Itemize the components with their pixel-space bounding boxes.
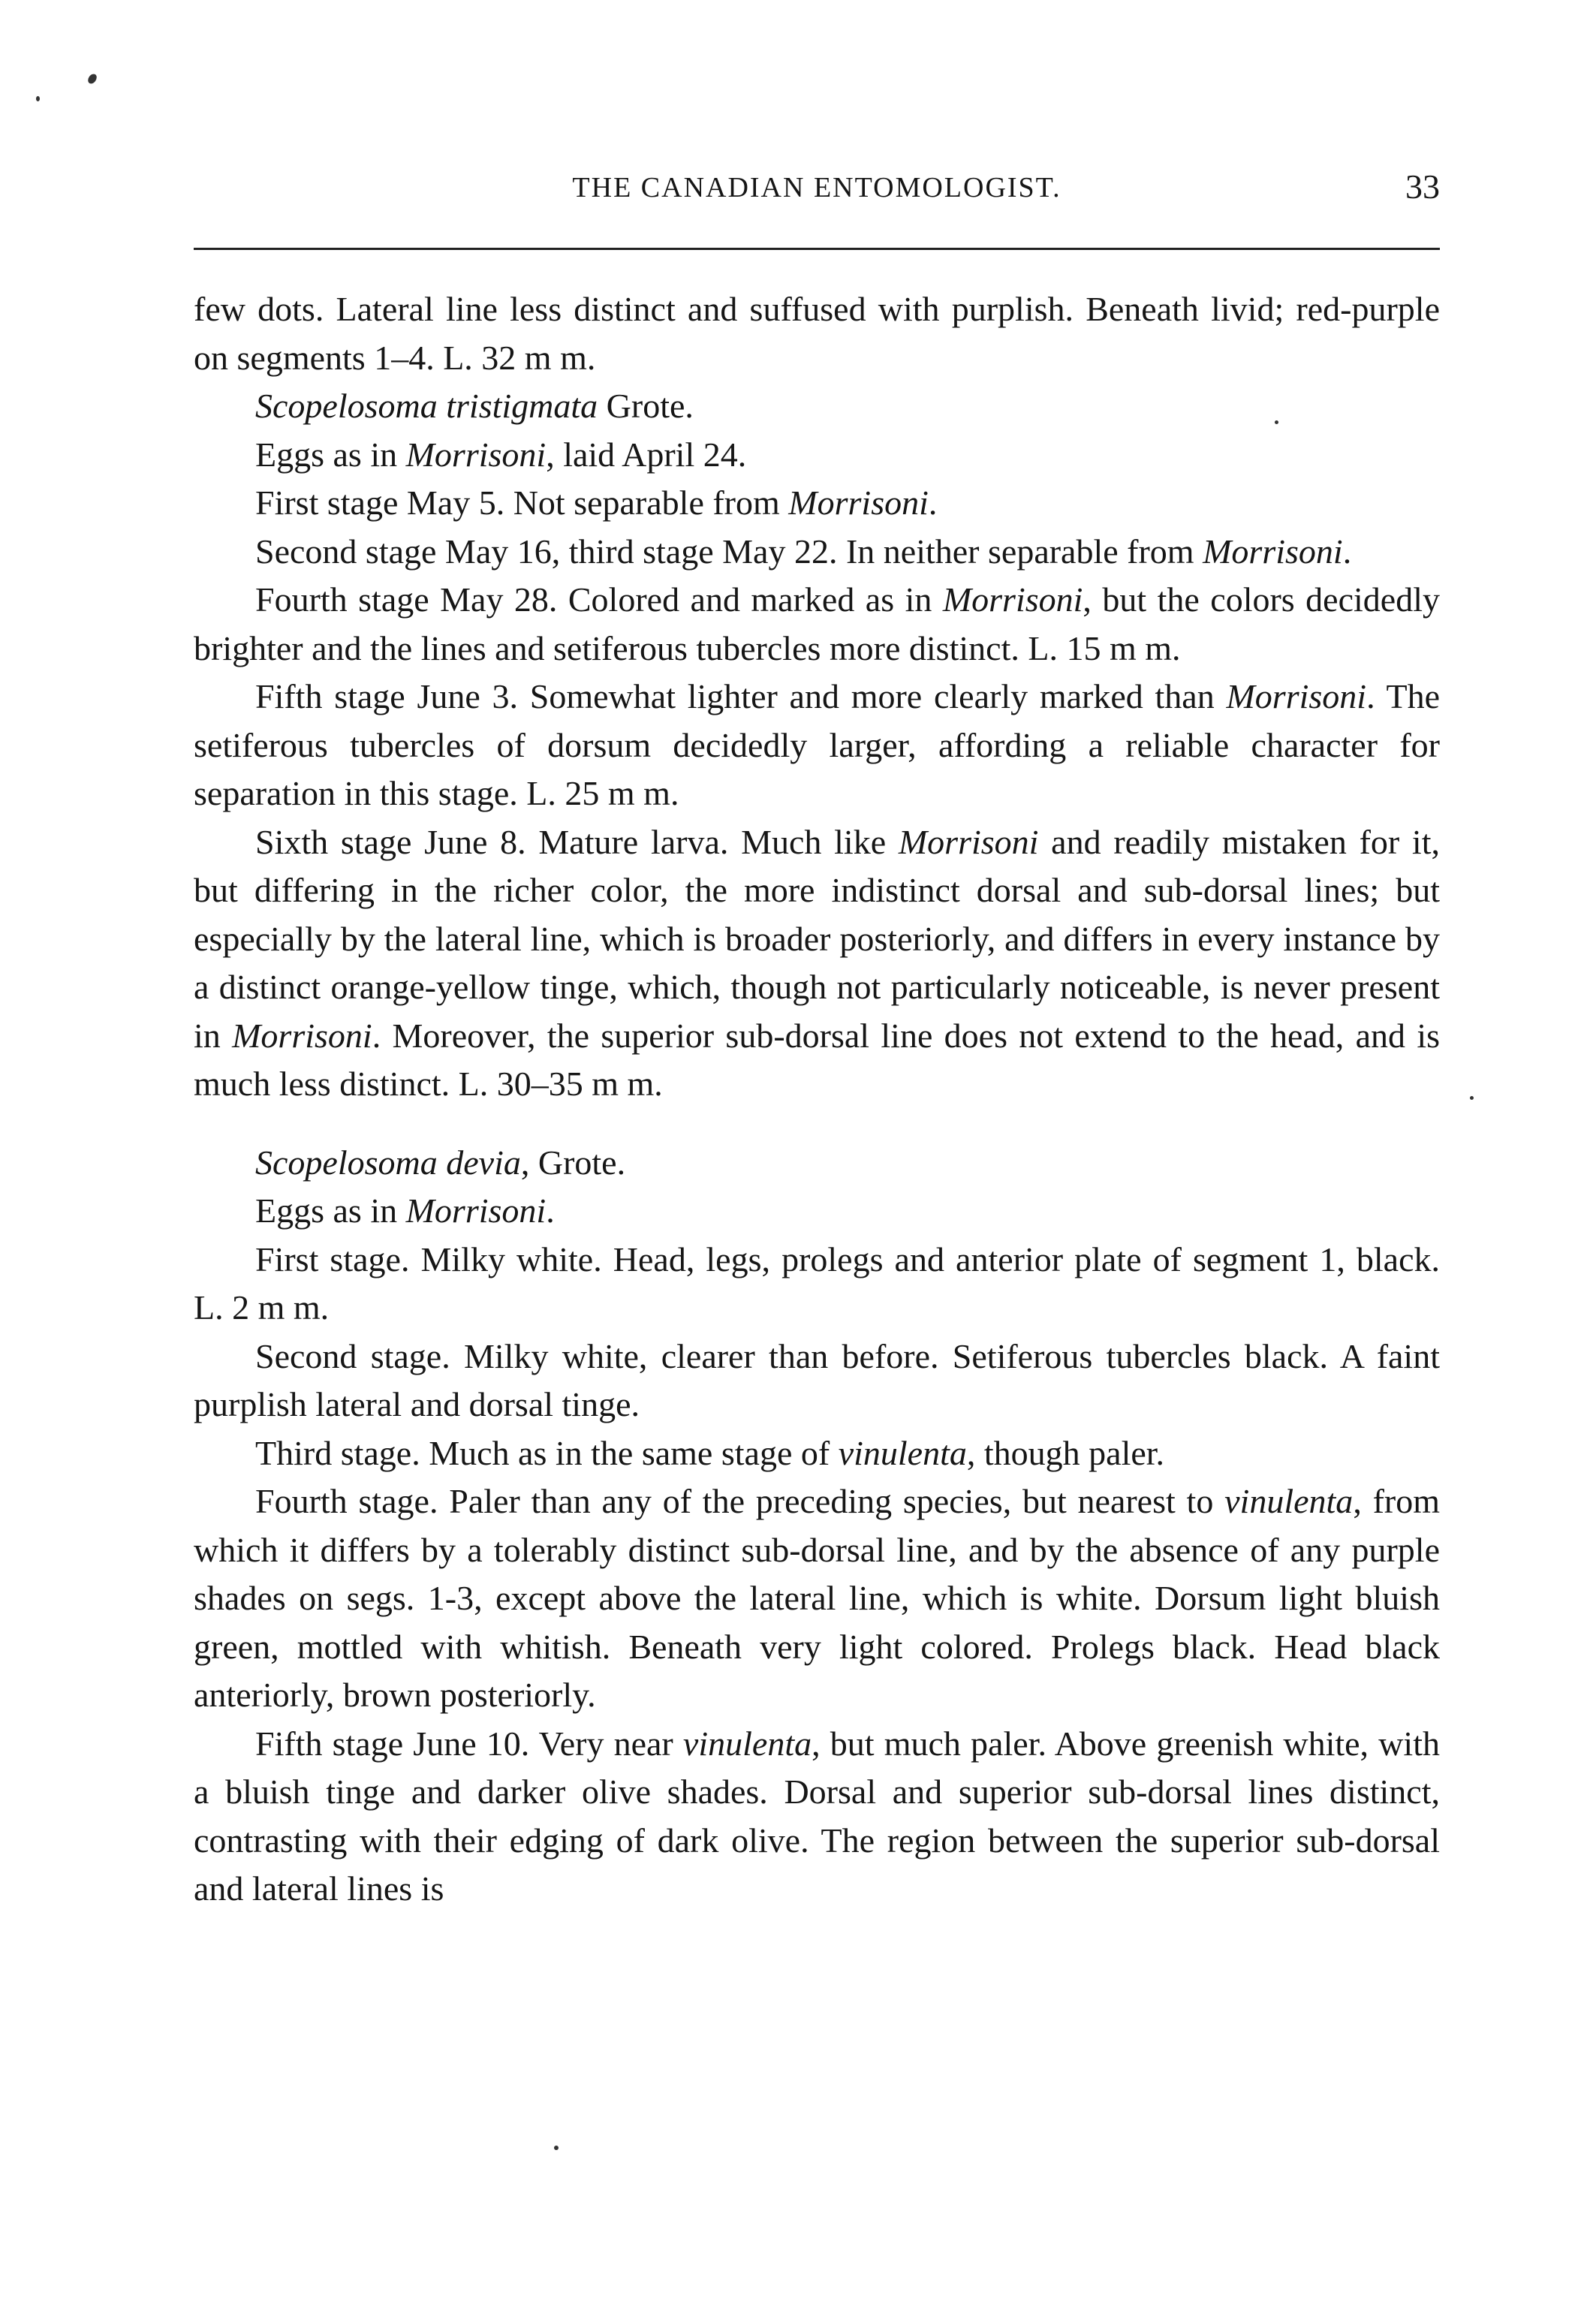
running-header [194, 167, 1440, 224]
running-title: THE CANADIAN ENTOMOLOGIST. [572, 172, 1061, 203]
page-body [194, 285, 1440, 1914]
species-heading-tristigmata: Scopelosoma tristigmata Grote. [255, 387, 694, 425]
header-rule [194, 248, 1440, 250]
page-number: 33 [1405, 167, 1440, 206]
scan-speck [36, 96, 40, 101]
paragraph-devia-fifth-stage: Fifth stage June 10. Very near vinulenta, but much paler. Above greenish white, with a bluish tinge and darker olive shades. Dorsal and superior sub-dorsal lines distinct, contrasting with their edging of dark olive. The region between the superior sub-dorsal and lateral lines is [194, 1724, 1440, 1908]
paragraph-first-stage: First stage May 5. Not separable from Morrisoni. [255, 483, 938, 522]
scan-speck [554, 2146, 559, 2150]
scan-speck [1470, 1096, 1474, 1100]
paragraph-devia-fourth-stage: Fourth stage. Paler than any of the preceding species, but nearest to vinulenta, from which it differs by a tolerably distinct sub-dorsal line, and by the absence of any purple shades on segs. 1-3, except above the lateral line, which is white. Dorsum light bluish green, mottled with whitish. Beneath very light colored. Prolegs black. Head black anteriorly, brown posteriorly. [194, 1482, 1441, 1714]
paragraph-continuation: few dots. Lateral line less distinct and suffused with purplish. Beneath livid; red-purple on segments 1–4. L. 32 m m. [194, 290, 1440, 377]
scan-speck [86, 72, 98, 85]
paragraph-eggs: Eggs as in Morrisoni, laid April 24. [255, 435, 747, 474]
scan-speck [1275, 420, 1278, 424]
paragraph-devia-first-stage: First stage. Milky white. Head, legs, prolegs and anterior plate of segment 1, black. L. 2 m m. [194, 1239, 1440, 1327]
paragraph-devia-third-stage: Third stage. Much as in the same stage of vinulenta, though paler. [255, 1433, 1165, 1472]
paragraph-fourth-stage: Fourth stage May 28. Colored and marked as in Morrisoni, but the colors decidedly brighter and the lines and setiferous tubercles more distinct. L. 15 m m. [194, 580, 1440, 667]
paragraph-sixth-stage: Sixth stage June 8. Mature larva. Much like Morrisoni and readily mistaken for it, but differing in the richer color, the more indistinct dorsal and sub-dorsal lines; but especially by the lateral line, which is broader posteriorly, and differs in every instance by a distinct orange-yellow tinge, which, though not particularly noticeable, is never present in Morrisoni. Moreover, the superior sub-dorsal line does not extend to the head, and is much less distinct. L. 30–35 m m. [194, 822, 1441, 1103]
species-heading-devia: Scopelosoma devia, Grote. [255, 1143, 626, 1182]
paragraph-devia-eggs: Eggs as in Morrisoni. [255, 1191, 555, 1230]
paragraph-second-stage: Second stage May 16, third stage May 22. In neither separable from Morrisoni. [255, 532, 1352, 571]
paragraph-fifth-stage: Fifth stage June 3. Somewhat lighter and more clearly marked than Morrisoni. The setiferous tubercles of dorsum decidedly larger, affording a reliable character for separation in this stage. L. 25 m m. [194, 677, 1440, 812]
paragraph-devia-second-stage: Second stage. Milky white, clearer than before. Setiferous tubercles black. A faint purplish lateral and dorsal tinge. [194, 1336, 1440, 1423]
